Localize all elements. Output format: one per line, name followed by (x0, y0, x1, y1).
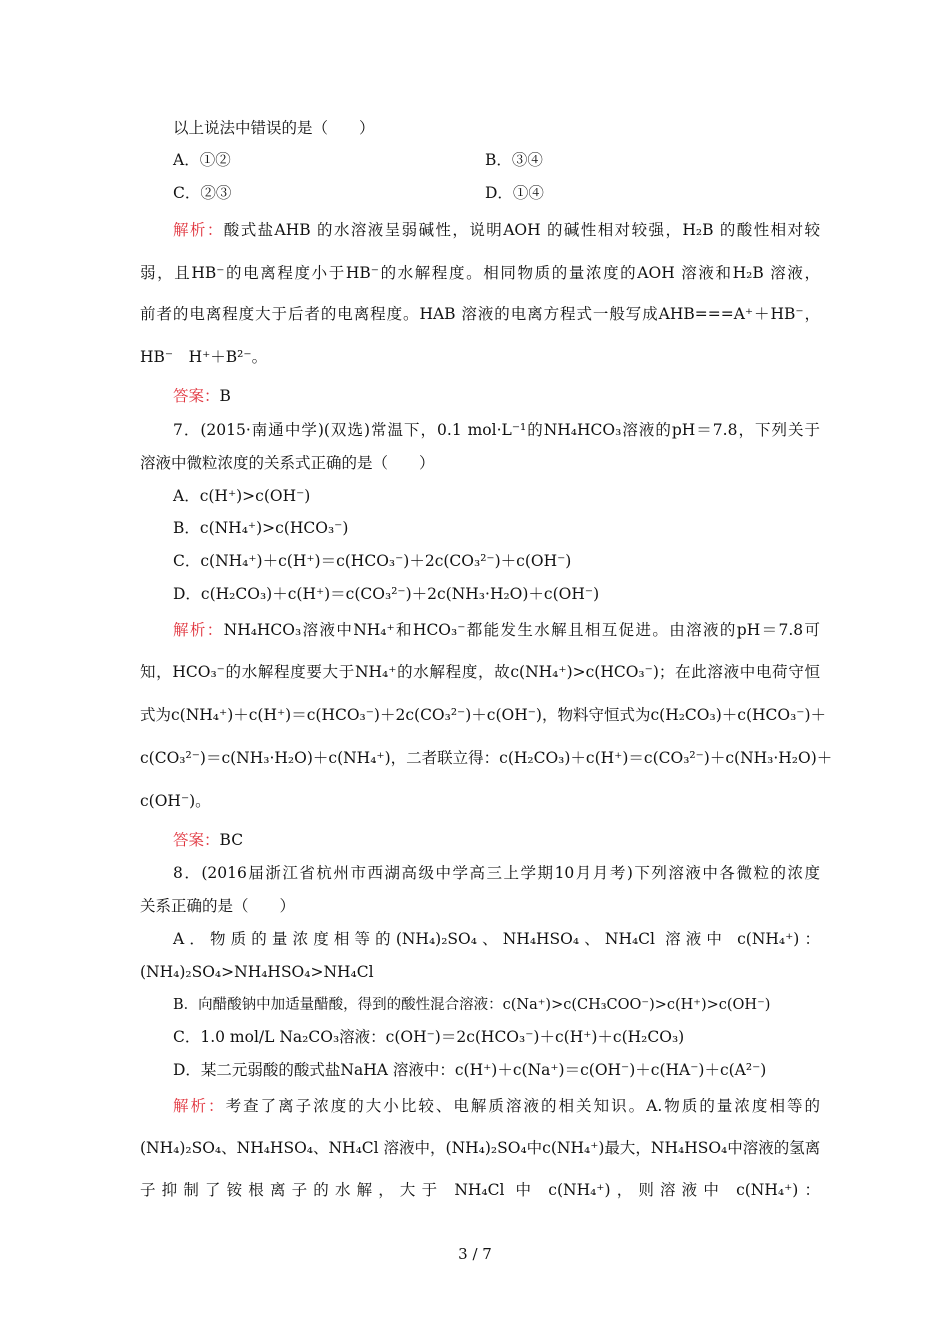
analysis-line: 前者的电离程度大于后者的电离程度。HAB 溶液的电离方程式一般写成AHB===A⁺＋HB⁻， (140, 305, 820, 323)
question-7-stem: 7．(2015·南通中学)(双选)常温下，0.1 mol·L⁻¹的NH₄HCO₃溶液的pH＝7.8，下列关于 (173, 421, 820, 439)
analysis-paragraph: 解析：NH₄HCO₃溶液中NH₄⁺和HCO₃⁻都能发生水解且相互促进。由溶液的pH＝7.8可 (173, 621, 820, 639)
answer-label: 答案： (173, 387, 220, 405)
page-number: 3 / 7 (458, 1245, 492, 1263)
analysis-label: 解析： (173, 221, 224, 239)
analysis-line: 弱，且HB⁻的电离程度小于HB⁻的水解程度。相同物质的量浓度的AOH 溶液和H₂B 溶液， (140, 264, 820, 282)
option-b: B．向醋酸钠中加适量醋酸，得到的酸性混合溶液：c(Na⁺)>c(CH₃COO⁻)>c(H⁺)>c(OH⁻) (173, 997, 771, 1013)
question-8-stem-cont: 关系正确的是（ ） (140, 897, 296, 915)
option-d: D．①④ (485, 184, 544, 202)
option-b: B．c(NH₄⁺)>c(HCO₃⁻) (173, 519, 349, 537)
analysis-line: c(OH⁻)。 (140, 792, 211, 810)
option-a: A．①② (173, 151, 231, 169)
option-c: C．1.0 mol/L Na₂CO₃溶液：c(OH⁻)＝2c(HCO₃⁻)＋c(H⁺)＋c(H₂CO₃) (173, 1028, 685, 1046)
analysis-line: (NH₄)₂SO₄、NH₄HSO₄、NH₄Cl 溶液中，(NH₄)₂SO₄中c(NH₄⁺)最大，NH₄HSO₄中溶液的氢离 (140, 1139, 821, 1157)
analysis-line: 子抑制了铵根离子的水解，大于 NH₄Cl 中 c(NH₄⁺)，则溶液中 c(NH₄⁺)： (140, 1181, 820, 1199)
analysis-line: c(CO₃²⁻)＝c(NH₃·H₂O)＋c(NH₄⁺)，二者联立得：c(H₂CO₃)＋c(H⁺)＝c(CO₃²⁻)＋c(NH₃·H₂O)＋ (140, 749, 833, 767)
answer-value: B (219, 387, 231, 405)
question-stem: 以上说法中错误的是（ ） (173, 119, 375, 137)
option-c: C．c(NH₄⁺)＋c(H⁺)＝c(HCO₃⁻)＋2c(CO₃²⁻)＋c(OH⁻) (173, 552, 572, 570)
question-8-stem: 8．(2016届浙江省杭州市西湖高级中学高三上学期10月月考)下列溶液中各微粒的浓度 (173, 864, 820, 882)
option-a-cont: (NH₄)₂SO₄>NH₄HSO₄>NH₄Cl (140, 963, 374, 981)
answer-value: BC (219, 831, 244, 849)
analysis-label: 解析： (173, 621, 224, 639)
answer-label: 答案： (173, 831, 220, 849)
answer-line (173, 830, 853, 850)
option-d: D．c(H₂CO₃)＋c(H⁺)＝c(CO₃²⁻)＋2c(NH₃·H₂O)＋c(OH⁻) (173, 585, 600, 603)
analysis-line: HB⁻ H⁺＋B²⁻。 (140, 348, 268, 366)
answer-line (173, 386, 853, 406)
question-7-stem-cont: 溶液中微粒浓度的关系式正确的是（ ） (140, 454, 435, 472)
analysis-line: 知，HCO₃⁻的水解程度要大于NH₄⁺的水解程度，故c(NH₄⁺)>c(HCO₃⁻)；在此溶液中电荷守恒 (140, 663, 820, 681)
option-d: D．某二元弱酸的酸式盐NaHA 溶液中：c(H⁺)＋c(Na⁺)＝c(OH⁻)＋c(HA⁻)＋c(A²⁻) (173, 1061, 767, 1079)
analysis-line: 式为c(NH₄⁺)＋c(H⁺)＝c(HCO₃⁻)＋2c(CO₃²⁻)＋c(OH⁻)，物料守恒式为c(H₂CO₃)＋c(HCO₃⁻)＋ (140, 706, 827, 724)
option-a: A．c(H⁺)>c(OH⁻) (173, 487, 311, 505)
option-b: B．③④ (485, 151, 543, 169)
analysis-paragraph: 解析：酸式盐AHB 的水溶液呈弱碱性，说明AOH 的碱性相对较强，H₂B 的酸性相对较 (173, 221, 820, 239)
analysis-label: 解析： (173, 1097, 226, 1115)
option-a: A．物质的量浓度相等的(NH₄)₂SO₄、NH₄HSO₄、NH₄Cl 溶液中 c(NH₄⁺)： (173, 930, 820, 948)
option-c: C．②③ (173, 184, 232, 202)
analysis-paragraph: 解析：考查了离子浓度的大小比较、电解质溶液的相关知识。A.物质的量浓度相等的 (173, 1097, 820, 1115)
